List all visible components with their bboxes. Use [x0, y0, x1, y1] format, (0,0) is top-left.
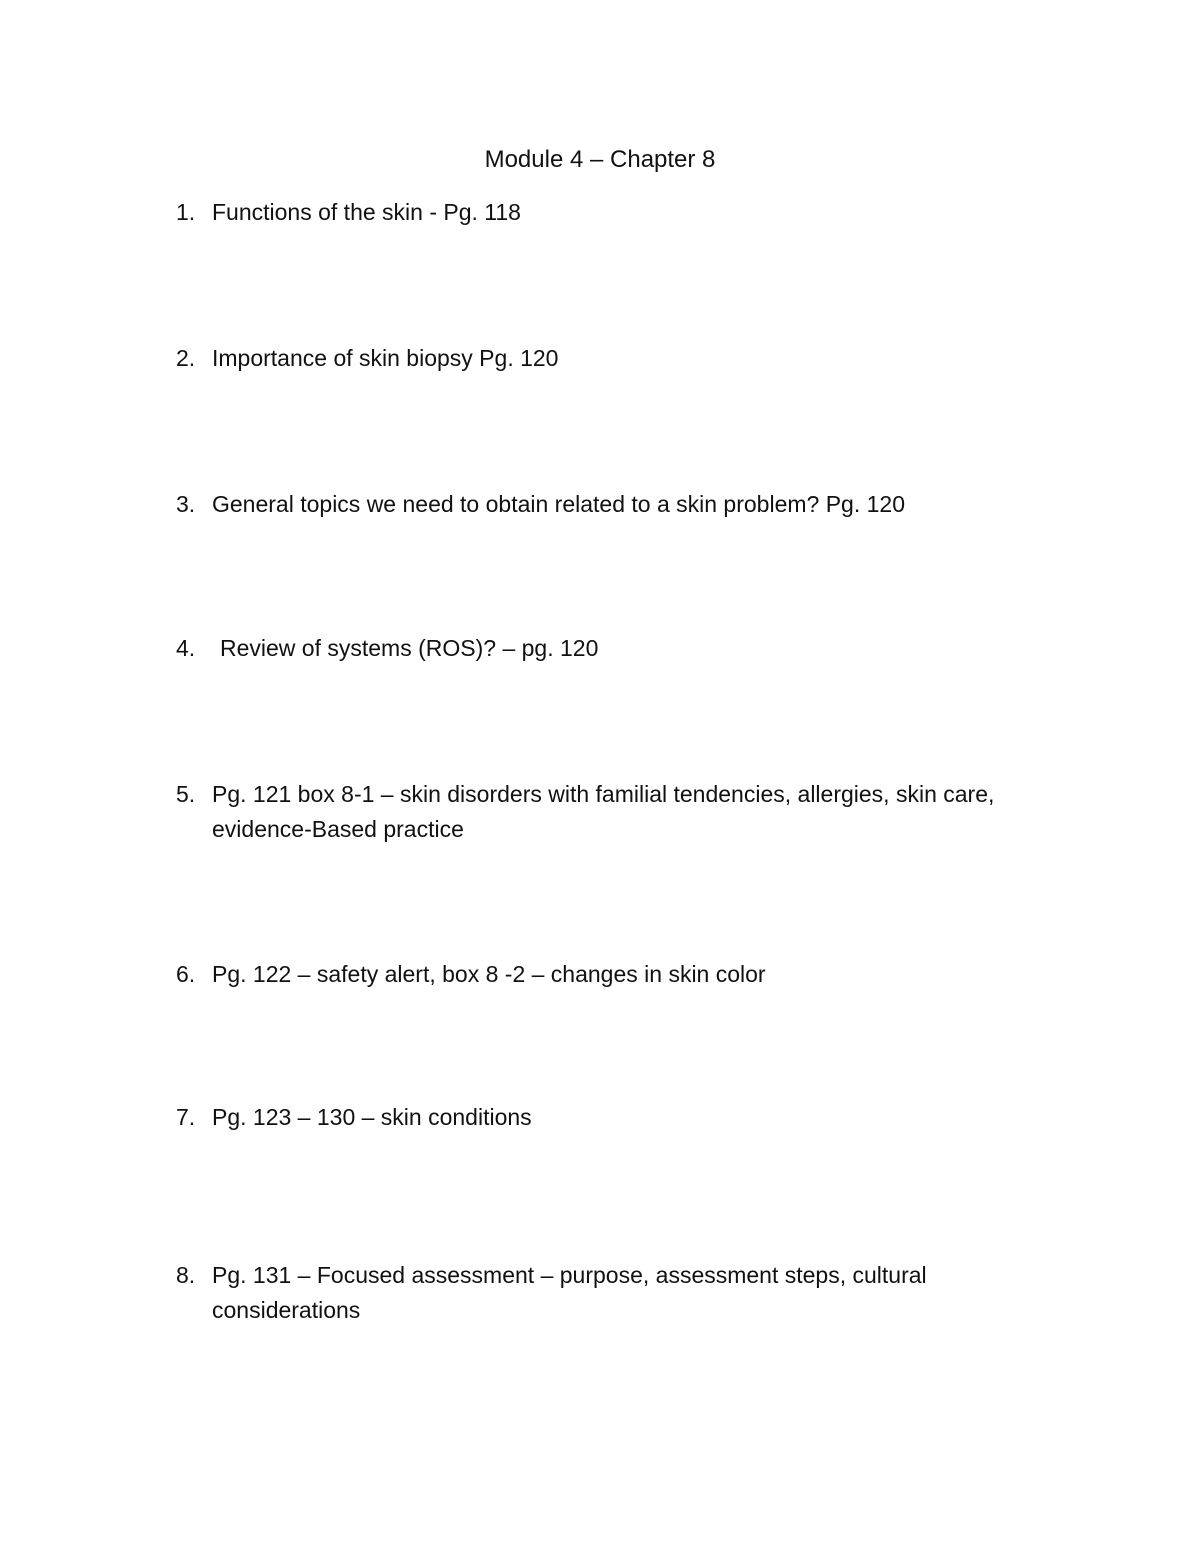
- item-text: Pg. 121 box 8-1 – skin disorders with familial tendencies, allergies, skin care, evidence-Based practice: [212, 781, 995, 842]
- item-number: 5.: [176, 781, 196, 807]
- list-item: [176, 195, 1076, 230]
- list-item: [176, 631, 1076, 666]
- item-number: 8.: [176, 1262, 196, 1288]
- list-item: [176, 957, 1076, 992]
- list-item: [176, 777, 1076, 847]
- item-number: 1.: [176, 199, 196, 225]
- item-number: 6.: [176, 961, 196, 987]
- list-item: [176, 1100, 1076, 1135]
- list-item: [176, 1258, 1076, 1328]
- item-text: Pg. 123 – 130 – skin conditions: [212, 1104, 532, 1130]
- list-item: [176, 341, 1076, 376]
- item-text: Importance of skin biopsy Pg. 120: [212, 345, 559, 371]
- item-text: Pg. 131 – Focused assessment – purpose, assessment steps, cultural considerations: [212, 1262, 927, 1323]
- item-text: General topics we need to obtain related to a skin problem? Pg. 120: [212, 491, 905, 517]
- list-item: [176, 487, 1076, 522]
- item-number: 2.: [176, 345, 196, 371]
- item-text: Review of systems (ROS)? – pg. 120: [220, 635, 599, 661]
- item-text: Pg. 122 – safety alert, box 8 -2 – changes in skin color: [212, 961, 766, 987]
- page-title: Module 4 – Chapter 8: [484, 146, 716, 173]
- item-number: 4.: [176, 635, 196, 661]
- item-text: Functions of the skin - Pg. 118: [212, 199, 521, 225]
- item-number: 7.: [176, 1104, 196, 1130]
- item-number: 3.: [176, 491, 196, 517]
